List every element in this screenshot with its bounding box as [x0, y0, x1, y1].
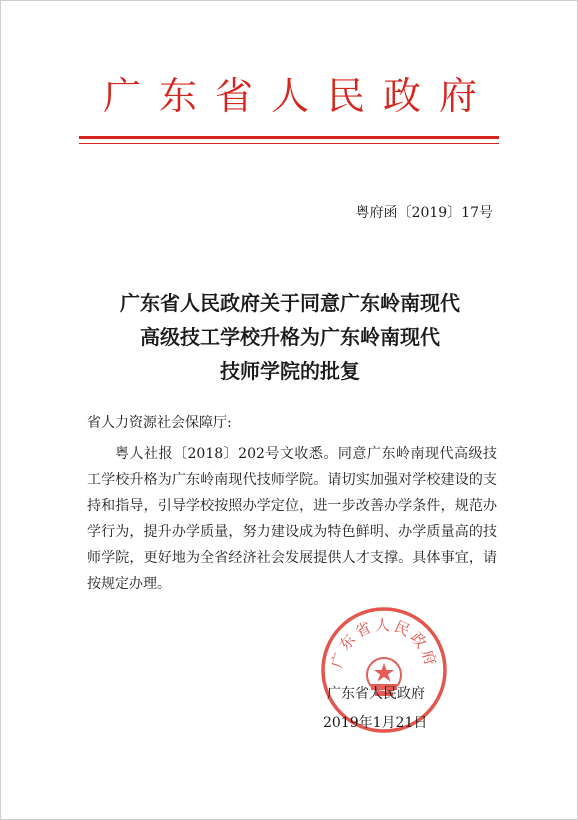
document-number: 粤府函〔2019〕17号 [355, 205, 493, 221]
document-title-line: 技师学院的批复 [220, 359, 360, 383]
body-paragraph: 粤人社报〔2018〕202号文收悉。同意广东岭南现代高级技工学校升格为广东岭南现代技师学院。请切实加强对学校建设的支持和指导，引导学校按照办学定位，进一步改善办学条件，规范办学行为，提升办学质量，努力建设成为特色鲜明、办学质量高的技师学院，更好地为全省经济社会发展提供人才支撑。具体事宜，请按规定办理。 [87, 446, 497, 592]
addressee: 省人力资源社会保障厅: [87, 415, 232, 431]
letterhead-rule-thin [79, 143, 499, 144]
signer-name: 广东省人民政府 [327, 686, 425, 702]
letterhead-title: 广东省人民政府 [102, 74, 495, 118]
document-title [71, 286, 509, 388]
signature-date: 2019年1月21日 [323, 715, 428, 731]
letterhead-rule-thick [79, 136, 499, 139]
seal-text: 广东省人民政府 [327, 616, 441, 671]
document-title-line: 广东省人民政府关于同意广东岭南现代 [120, 291, 460, 315]
document-title-line: 高级技工学校升格为广东岭南现代 [140, 325, 440, 349]
